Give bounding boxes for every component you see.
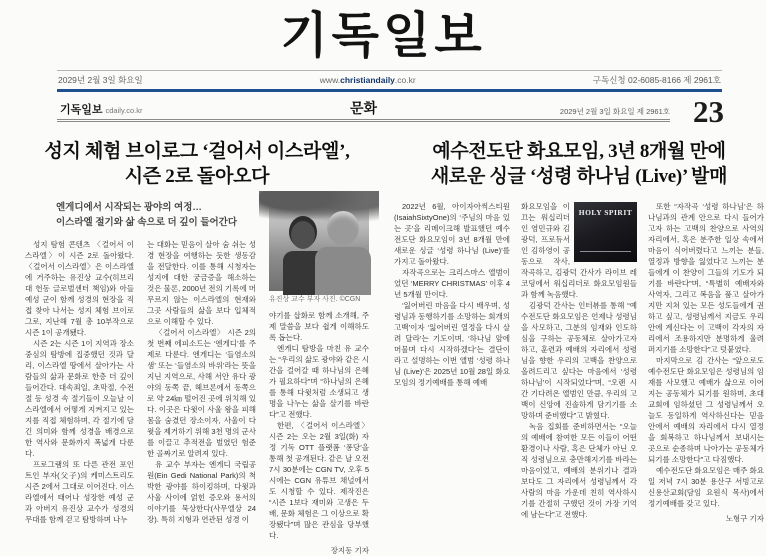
section-name: 문화 xyxy=(349,99,378,116)
left-article-column-2: 는 대화는 믿음이 살아 숨 쉬는 성경 현장을 여행하는 듯한 생동감을 전달한다. 이를 통해 시청자는 성지에 대한 궁금증을 해소하는 것은 물론, 2000년 전의 기록에 머무르지 않는 이스라엘의 현재와 그곳 사람들의 삶을 보다 입체적으로 이해할 수 있다. 〈걸어서 이스라엘〉 시즌 2의 첫 번째 에피소드는 ‘엔게디’를 주제로 다룬다. 엔게디는 ‘들염소의 샘’ 또는 ‘들염소의 바위’라는 뜻을 지닌 지역으로, 사해 서안 유다 광야의 동쪽 끝, 헤브론에서 동쪽으로 약 24㎞ 떨어진 곳에 위치해 있다. 이곳은 다윗이 사울 왕을 피해 몸을 숨겼던 장소이자, 사울이 다윗을 제거하기 위해 3천 명의 군사를 이끌고 추적전을 벌였던 험준한 골짜기로 알려져 있다. 유 교수 부자는 엔게디 국립공원(Ein Gedi National Park)의 척박한 광야를 하이킹하며, 다윗과 사울 사이에 얽힌 증오와 용서의 이야기를 묵상한다(사무엘상 24장). 특히 지형과 연관된 성경 이 xyxy=(147,240,256,525)
right-article-headline: 예수전도단 화요모임, 3년 8개월 만에 새로운 싱글 ‘성령 하나님 (Live)’ 발매 xyxy=(430,140,728,188)
website-url: www.christiandaily.co.kr xyxy=(319,74,416,85)
right-article-byline: 노형구 기자 xyxy=(725,513,764,523)
page-content xyxy=(25,139,764,555)
section-bar xyxy=(57,93,724,130)
left-article-subtitle: 엔게디에서 시작되는 광야의 여정… 이스라엘 절기와 삶 속으로 더 깊이 들어간다 xyxy=(56,201,238,228)
article-holy-spirit-single xyxy=(394,139,764,523)
newspaper-title: 기독일보 xyxy=(280,8,486,63)
brand-domain: cdaily.co.kr xyxy=(105,105,143,115)
right-article-column-3: 또한 “자작곡 ‘성령 하나님’은 하나님과의 관계 안으로 다시 들어가고자 하는 고백의 찬양으로 사역의 자리에서, 혹은 분주한 일상 속에서 마음이 식어버렸다고 느끼는 분들, 열정과 방향을 잃었다고 느끼는 분들에게 이 찬양이 그들의 기도가 되기를 바란다”며, “특별히 예배자와 사역자, 그리고 복음을 품고 살아가지만 지쳐 있는 모든 성도들에게 권하고 싶고, 성령님께서 지금도 우리 안에 계신다는 이 고백이 각자의 자리에서 조용하지만 분명하게 울려 퍼지기를 소망한다”고 덧붙였다. 마지막으로 김 간사는 “앞으로도 예수전도단 화요모임은 성령님의 임재를 사모했고 예배가 삶으로 이어지는 공동체가 되기를 원하며, 초대교회에 임하셨던 그 성령님께서 오늘도 동일하게 역사하신다는 믿음 안에서 예배의 자리에서 다시 열정을 회복하고 하나님께서 보내시는 곳으로 순종하며 나아가는 공동체가 되기를 소망한다”고 다짐했다. 예수전도단 화요모임은 매주 화요일 저녁 7시 30분 용산구 서빙고로 신용산교회(담임 요원식 목사)에서 정기예배를 갖고 있다. 노형구 기자 xyxy=(648,201,764,523)
issue-date: 2029년 2월 3일 화요일 xyxy=(58,74,143,85)
photo-caption: 유진상 교수 부자 사진. ©CGN xyxy=(269,295,361,303)
subscription-info: 구독신청 02-6085-8166 제 2961호 xyxy=(592,74,721,85)
right-article-column-1: 2022년 6월, 아이자아씩스티원(IsaiahSixtyOne)의 ‘주님의 마음 있는 곳’을 리메이크해 발표했던 예수전도단 화요모임이 3년 8개월 만에 새로운 싱글 ‘성령 하나님 (Live)’를 가지고 돌아왔다. 자작곡으로는 크리스마스 앨범이었던 ‘MERRY CHRISTMAS’ 이후 4년 5개월 만이다. ‘잃어버린 마음을 다시 배우며, 성령님과 동행하기를 소망하는 회개의 고백’이자 ‘잃어버린 열정을 다시 살려 달라’는 기도이며, ‘하나님 앞에 머물며 다시 시작하겠다’는 결단이라고 설명하는 이번 앨범 ‘성령 하나님 (Live)’은 2025년 10월 28일 화요모임의 정기예배를 통해 예배 xyxy=(394,201,510,387)
photo-person-right xyxy=(315,211,367,293)
masthead xyxy=(0,0,766,68)
brand-label: 기독일보 cdaily.co.kr xyxy=(60,103,143,116)
album-cover-image xyxy=(574,202,637,262)
left-article-column-1: 성지 탐험 콘텐츠 〈걸어서 이스라엘〉이 시즌 2로 돌아왔다. 〈걸어서 이스라엘〉은 이스라엘에 거주하는 유진상 교수(히브리대 헌동 글로벌센터 책임)와 아들 예성 군이 함께 성경의 현장을 직접 찾아 나서는 성지 체험 브이로그로, 지난해 7월 총 10부작으로 시즌 1이 공개됐다. 시즌 2는 시즌 1이 지역과 장소 중심의 탐방에 집중했던 것과 달리, 이스라엘 땅에서 살아가는 사람들의 삶과 문화로 한층 더 깊이 들어간다. 대속죄일, 초막절, 수전절 등 성경 속 절기들이 오늘날 이스라엘에서 어떻게 지켜지고 있는지를 직접 체험하며, 각 절기에 담긴 의미와 함께 성경을 배경으로 한 역사와 문화까지 폭넓게 다룬다. 프로그램의 또 다른 관전 포인트인 부자(父子)의 케미스트리도 시즌 2에서 그대로 이어진다. 이스라엘에서 태어나 성장한 예성 군과 아버지 유진상 교수가 성경의 무대를 함께 걷고 탐방하며 나누 xyxy=(25,240,134,525)
masthead-accent-bar xyxy=(57,89,722,92)
article-israel-vlog xyxy=(25,139,369,555)
left-article-headline: 성지 체험 브이로그 ‘걸어서 이스라엘’, 시즌 2로 돌아오다 xyxy=(44,140,350,188)
album-title-text: HOLY SPIRIT xyxy=(578,207,633,217)
right-article-column-2: HOLY SPIRIT 화요모임을 이끄는 워십리더인 염민규와 김광덕, 프로듀서인 김하영이 공동으로 작사, 작곡하고, 김광덕 간사가 라이브 레코딩에서 워십리더로 화요모임원들과 함께 녹음했다. 김광덕 간사는 인터뷰를 통해 “예수전도단 화요모임은 언제나 성령님을 사모하고, 그분의 임재와 인도하심을 구하는 공동체로 살아가고자 하고, 훈련과 예배의 자리에서 성령님을 향한 우리의 고백을 찬양으로 올려드리고 싶다는 마음에서 ‘성령 하나님’이 시작되었다”며, “오랜 시간 기다려온 앨범인 만큼, 우리의 고백이 신앙에 진솔하게 담기기를 소망하며 준비했다”고 밝혔다. 녹음 집회를 준비하면서는 “오늘의 예배에 참여한 모든 이들이 어떤 환경이나 사람, 혹은 단체가 아닌 오직 성령님으로 충만해지기를 바라는 마음이었고, 예배의 분위기나 결과보다도 그 자리에서 성령님께서 각 사람의 마음 가운데 친히 역사하시기를 간절히 구했던 것이 가장 기억에 남는다”고 전했다. xyxy=(521,201,637,519)
masthead-meta xyxy=(57,70,722,92)
section-double-rule xyxy=(57,119,670,122)
left-article-column-3: 야기를 삽화로 함께 소개해, 주제 말씀을 보다 쉽게 이해하도록 돕는다. 엔게디 탐방을 마친 유 교수는 “우리의 삶도 광야와 같은 시간을 걸어갈 때 하나님의 은혜가 필요하다”며 “하나님의 은혜를 통해 다윗처럼 소생되고 생명을 나누는 삶을 살기를 바란다”고 전했다. 한편, 〈걸어서 이스라엘〉 시즌 2는 오는 2월 3일(화) 자정 기독 OTT 플랫폼 ‘퐁당’을 통해 첫 공개된다. 같은 날 오전 7시 30분에는 CGN TV, 오후 5시에는 CGN 유튜브 채널에서도 시청할 수 있다. 제작진은 “시즌 1보다 재미와 고생은 두 배, 문화 체험은 그 이상으로 확장됐다”며 많은 관심을 당부했다. xyxy=(269,310,369,540)
page-number: 23 xyxy=(693,93,724,129)
left-article-byline: 장지동 기자 xyxy=(330,545,369,555)
article-photo xyxy=(269,199,369,291)
section-date-issue: 2029년 2월 3일 화요일 제 2961호 xyxy=(559,106,670,116)
